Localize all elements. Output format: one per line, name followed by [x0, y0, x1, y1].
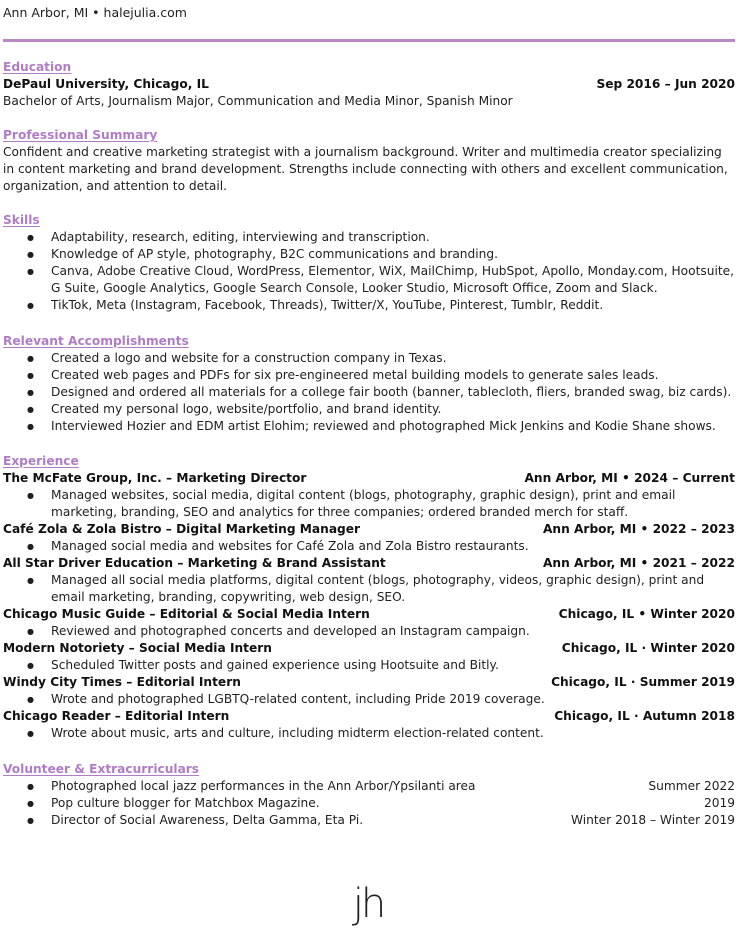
job-bullets [3, 487, 735, 521]
list-item: ● Scheduled Twitter posts and gained experience using Hootsuite and Bitly. [3, 657, 735, 674]
job-row [3, 708, 735, 725]
list-item: ● Managed social media and websites for Café Zola and Zola Bistro restaurants. [3, 538, 735, 555]
contact-line: Ann Arbor, MI • halejulia.com [3, 5, 187, 20]
list-item: ● Adaptability, research, editing, interviewing and transcription. [3, 229, 735, 246]
job-row [3, 674, 735, 691]
job-location-dates: Chicago, IL · Autumn 2018 [554, 709, 735, 723]
accomplishments-section [3, 333, 735, 435]
summary-section [3, 127, 735, 195]
job-row [3, 555, 735, 572]
experience-section [3, 453, 735, 742]
list-item: ● TikTok, Meta (Instagram, Facebook, Threads), Twitter/X, YouTube, Pinterest, Tumblr, Reddit. [3, 297, 735, 314]
job-role: The McFate Group, Inc. – Marketing Director [3, 471, 307, 485]
list-item [3, 795, 735, 812]
job-bullets [3, 657, 735, 674]
school-name: DePaul University, Chicago, IL [3, 77, 209, 91]
summary-text: Confident and creative marketing strategist with a journalism background. Writer and multimedia creator specializing in content marketing and brand development. Strengths include connecting with others and excellent communication, organization, and attention to detail. [3, 145, 728, 193]
volunteer-text: ● Photographed local jazz performances in the Ann Arbor/Ypsilanti area [51, 779, 476, 793]
volunteer-date: 2019 [703, 796, 735, 810]
list-item: ● Wrote about music, arts and culture, including midterm election-related content. [3, 725, 735, 742]
experience-title: Experience [3, 454, 79, 468]
skills-section [3, 212, 735, 314]
job-location-dates: Ann Arbor, MI • 2022 – 2023 [542, 522, 735, 536]
list-item [3, 812, 735, 829]
volunteer-section [3, 761, 735, 829]
job-bullets [3, 538, 735, 555]
volunteer-title: Volunteer & Extracurriculars [3, 762, 200, 776]
list-item: ● Managed websites, social media, digital content (blogs, photography, graphic design), print and email marketing, branding, SEO and analytics for three companies; ordered branded merch for staff. [3, 487, 735, 521]
education-title: Education [3, 60, 72, 74]
list-item: ● Interviewed Hozier and EDM artist Elohim; reviewed and photographed Mick Jenkins and Kodie Shane shows. [3, 418, 735, 435]
list-item: ● Knowledge of AP style, photography, B2C communications and branding. [3, 246, 735, 263]
job-role: Chicago Reader – Editorial Intern [3, 709, 230, 723]
job-location-dates: Chicago, IL · Winter 2020 [561, 641, 735, 655]
job-row [3, 606, 735, 623]
header-rule [3, 39, 735, 42]
skills-list [3, 229, 735, 314]
job-row [3, 521, 735, 538]
job-location-dates: Chicago, IL • Winter 2020 [558, 607, 735, 621]
education-section [3, 59, 735, 110]
list-item: ● Created a logo and website for a construction company in Texas. [3, 350, 735, 367]
job-role: Café Zola & Zola Bistro – Digital Marketing Manager [3, 522, 361, 536]
accomplishments-title: Relevant Accomplishments [3, 334, 189, 348]
list-item: ● Reviewed and photographed concerts and developed an Instagram campaign. [3, 623, 735, 640]
degree-line: Bachelor of Arts, Journalism Major, Communication and Media Minor, Spanish Minor [3, 94, 513, 108]
job-bullets [3, 691, 735, 708]
list-item: ● Created my personal logo, website/portfolio, and brand identity. [3, 401, 735, 418]
education-row [3, 76, 735, 93]
job-role: Chicago Music Guide – Editorial & Social Media Intern [3, 607, 370, 621]
list-item [3, 778, 735, 795]
list-item: ● Canva, Adobe Creative Cloud, WordPress, Elementor, WiX, MailChimp, HubSpot, Apollo, Monday.com, Hootsuite, G Suite, Google Analytics, Google Search Console, Looker Studio, Microsoft Office, Zoom and Slack. [3, 263, 735, 297]
job-bullets [3, 623, 735, 640]
list-item: ● Wrote and photographed LGBTQ-related content, including Pride 2019 coverage. [3, 691, 735, 708]
skills-title: Skills [3, 213, 40, 227]
volunteer-date: Winter 2018 – Winter 2019 [571, 813, 735, 827]
volunteer-list [3, 778, 735, 829]
job-location-dates: Ann Arbor, MI • 2021 – 2022 [542, 556, 735, 570]
list-item: ● Created web pages and PDFs for six pre-engineered metal building models to generate sales leads. [3, 367, 735, 384]
job-location-dates: Ann Arbor, MI • 2024 – Current [524, 471, 735, 485]
job-bullets [3, 725, 735, 742]
job-location-dates: Chicago, IL · Summer 2019 [551, 675, 735, 689]
job-role: Modern Notoriety – Social Media Intern [3, 641, 272, 655]
list-item: ● Managed all social media platforms, digital content (blogs, photography, videos, graphic design), print and email marketing, branding, copywriting, web design, SEO. [3, 572, 735, 606]
education-dates: Sep 2016 – Jun 2020 [596, 77, 735, 91]
volunteer-text: ● Director of Social Awareness, Delta Gamma, Eta Pi. [51, 813, 364, 827]
list-item: ● Designed and ordered all materials for a college fair booth (banner, tablecloth, fliers, branded swag, biz cards). [3, 384, 735, 401]
summary-title: Professional Summary [3, 128, 158, 142]
job-row [3, 470, 735, 487]
job-bullets [3, 572, 735, 606]
resume-page [3, 3, 735, 23]
accomplishments-list [3, 350, 735, 435]
jh-logo: jh [352, 881, 384, 927]
job-row [3, 640, 735, 657]
volunteer-date: Summer 2022 [648, 779, 735, 793]
job-role: All Star Driver Education – Marketing & Brand Assistant [3, 556, 386, 570]
volunteer-text: ● Pop culture blogger for Matchbox Magazine. [51, 796, 320, 810]
job-role: Windy City Times – Editorial Intern [3, 675, 241, 689]
